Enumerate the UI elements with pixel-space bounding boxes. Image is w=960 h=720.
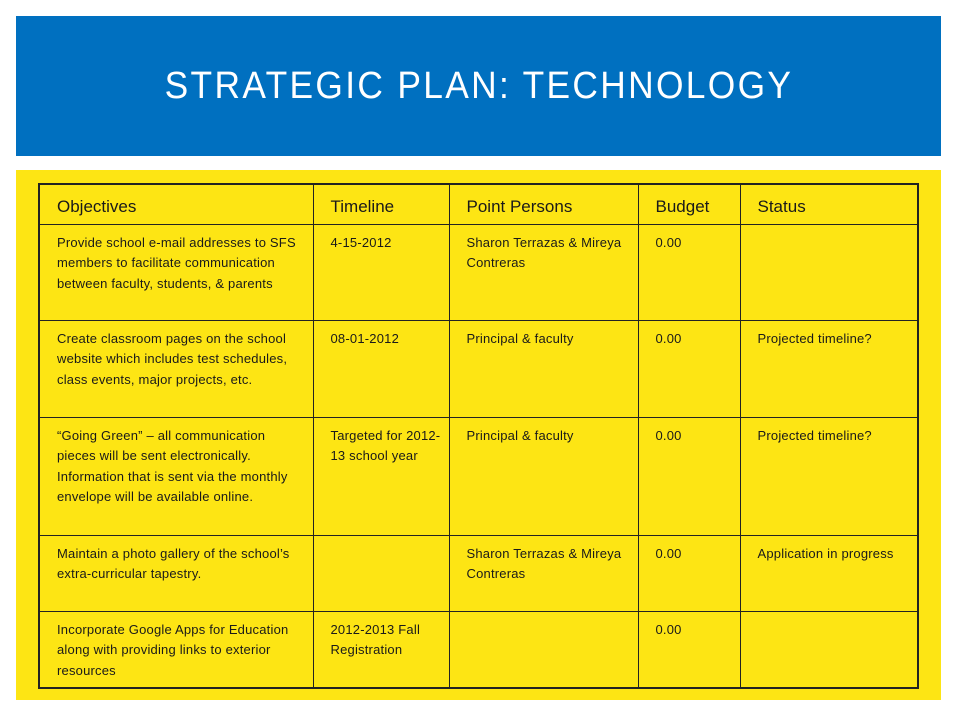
cell-objective: “Going Green” – all communication pieces will be sent electronically. Information that is sent via the monthly envelope will be available online. — [39, 417, 313, 535]
table-row — [39, 224, 918, 320]
cell-status — [740, 224, 918, 320]
header-objectives: Objectives — [39, 184, 313, 224]
cell-budget: 0.00 — [638, 224, 740, 320]
cell-point-persons: Principal & faculty — [449, 417, 638, 535]
cell-timeline: 2012-2013 Fall Registration — [313, 611, 449, 688]
cell-timeline — [313, 535, 449, 611]
table-row — [39, 611, 918, 688]
table-header-row — [39, 184, 918, 224]
cell-status: Projected timeline? — [740, 417, 918, 535]
cell-budget: 0.00 — [638, 611, 740, 688]
slide-title: STRATEGIC PLAN: TECHNOLOGY — [164, 64, 793, 107]
cell-objective: Incorporate Google Apps for Education along with providing links to exterior resources — [39, 611, 313, 688]
cell-objective: Provide school e-mail addresses to SFS members to facilitate communication between faculty, students, & parents — [39, 224, 313, 320]
strategic-plan-table — [38, 183, 919, 689]
cell-status: Projected timeline? — [740, 320, 918, 417]
header-point-persons: Point Persons — [449, 184, 638, 224]
cell-budget: 0.00 — [638, 417, 740, 535]
table-row — [39, 320, 918, 417]
cell-point-persons: Sharon Terrazas & Mireya Contreras — [449, 224, 638, 320]
title-bar — [16, 16, 941, 156]
cell-point-persons — [449, 611, 638, 688]
cell-budget: 0.00 — [638, 320, 740, 417]
cell-objective: Maintain a photo gallery of the school’s extra-curricular tapestry. — [39, 535, 313, 611]
cell-budget: 0.00 — [638, 535, 740, 611]
table-row — [39, 417, 918, 535]
table-row — [39, 535, 918, 611]
content-area — [16, 170, 941, 700]
cell-status — [740, 611, 918, 688]
cell-timeline: Targeted for 2012-13 school year — [313, 417, 449, 535]
cell-objective: Create classroom pages on the school website which includes test schedules, class events, major projects, etc. — [39, 320, 313, 417]
cell-timeline: 4-15-2012 — [313, 224, 449, 320]
cell-point-persons: Principal & faculty — [449, 320, 638, 417]
cell-point-persons: Sharon Terrazas & Mireya Contreras — [449, 535, 638, 611]
header-budget: Budget — [638, 184, 740, 224]
header-status: Status — [740, 184, 918, 224]
cell-status: Application in progress — [740, 535, 918, 611]
cell-timeline: 08-01-2012 — [313, 320, 449, 417]
header-timeline: Timeline — [313, 184, 449, 224]
